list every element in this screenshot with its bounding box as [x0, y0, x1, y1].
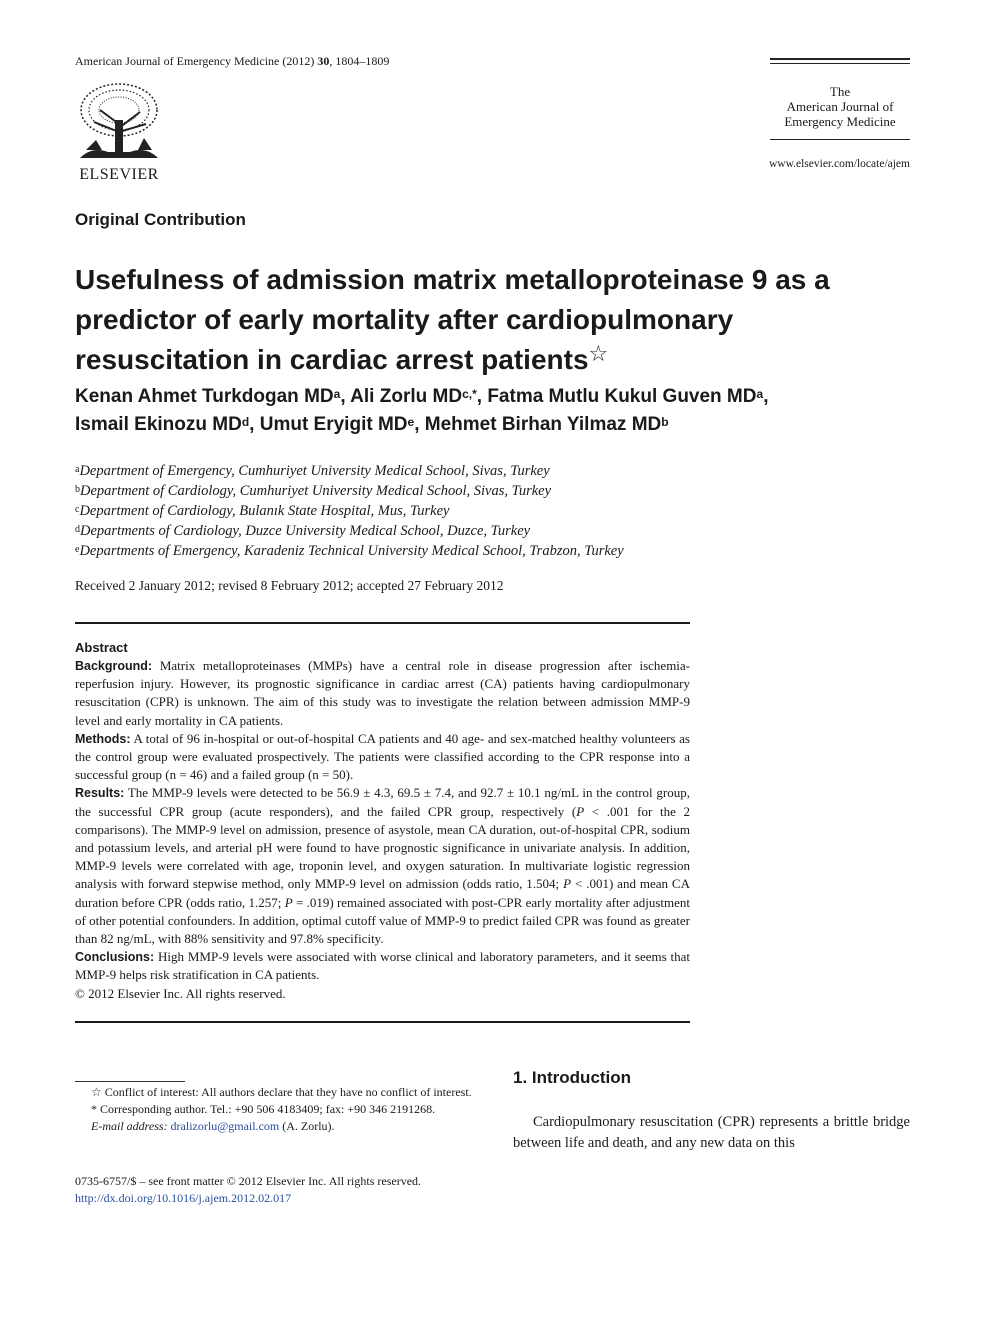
- divider: [75, 622, 690, 624]
- journal-logo-line: The: [829, 84, 851, 99]
- author-name: Fatma Mutlu Kukul Guven MD: [487, 386, 757, 407]
- doi-link[interactable]: http://dx.doi.org/10.1016/j.ajem.2012.02.017: [75, 1191, 292, 1205]
- author-name: Umut Eryigit MD: [259, 414, 408, 435]
- article-type: Original Contribution: [75, 210, 246, 229]
- author-affiliation-marker[interactable]: d: [241, 415, 250, 429]
- elsevier-tree-icon: [72, 80, 166, 164]
- affiliation: $^b$Department of Cardiology, Cumhuriyet University Medical School, Sivas, Turkey: [75, 483, 552, 499]
- author-list: Kenan Ahmet Turkdogan MD$^a$, Ali Zorlu MD$^{c,*}$, Fatma Mutlu Kukul Guven MD$^a$, Ismail Ekinozu MD$^d$, Umut Eryigit MDe, Mehmet Birhan Yilmaz MD$^b$: [75, 386, 769, 435]
- divider: [75, 1081, 185, 1082]
- author-affiliation-marker[interactable]: a: [756, 387, 764, 401]
- email-footnote: E-mail address: dralizorlu@gmail.com (A. Zorlu).: [91, 1119, 335, 1133]
- divider: [770, 58, 910, 60]
- footnotes: [75, 1084, 473, 1135]
- journal-url[interactable]: www.elsevier.com/locate/ajem: [768, 158, 910, 170]
- author-affiliation-marker[interactable]: b: [661, 415, 669, 429]
- section-heading: 1. Introduction: [513, 1068, 632, 1087]
- introduction-section: [513, 1068, 910, 1154]
- issn-line: 0735-6757/$ – see front matter © 2012 Elsevier Inc. All rights reserved.: [75, 1174, 422, 1188]
- author-affiliation-marker[interactable]: a: [333, 387, 341, 401]
- footnote-star-icon: ☆: [91, 1085, 102, 1099]
- author-affiliation-marker[interactable]: e: [407, 415, 415, 429]
- divider: [75, 1021, 690, 1023]
- journal-logo-line: American Journal of: [786, 99, 894, 114]
- section-paragraph: Cardiopulmonary resuscitation (CPR) represents a brittle bridge between life and death, and any new data on this: [513, 1114, 910, 1151]
- affiliation-list: [75, 461, 624, 561]
- abstract-methods: Methods: A total of 96 in-hospital or out-of-hospital CA patients and 40 age- and sex-matched healthy volunteers as the control group were evaluated prospectively. The patients were classified according to the CPR response into a successful group (n = 46) and a failed group (n = 50).: [75, 730, 690, 783]
- elsevier-logo: [72, 80, 166, 184]
- publisher-name: ELSEVIER: [79, 166, 159, 183]
- journal-logo: [770, 58, 910, 140]
- journal-logo-line: Emergency Medicine: [784, 114, 896, 129]
- conflict-footnote: ☆ Conflict of interest: All authors declare that they have no conflict of interest.: [91, 1085, 472, 1099]
- corresponding-footnote: * Corresponding author. Tel.: +90 506 4183409; fax: +90 346 2191268.: [91, 1102, 436, 1116]
- author-name: Ismail Ekinozu MD: [75, 414, 242, 435]
- abstract-background: Background: Matrix metalloproteinases (MMPs) have a central role in disease progression after ischemia-reperfusion injury. However, its prognostic significance in cardiac arrest (CA) patients having cardiopulmonary resuscitation (CPR) is unknown. The aim of this study was to investigate the relation between admission MMP-9 level and early mortality in CA patients.: [75, 658, 691, 728]
- article-title: Usefulness of admission matrix metalloproteinase 9 as a predictor of early mortality after cardiopulmonary resuscitation in cardiac arrest patients☆: [75, 264, 830, 375]
- author-name: Ali Zorlu MD: [350, 386, 463, 407]
- email-link[interactable]: dralizorlu@gmail.com: [170, 1119, 280, 1133]
- abstract-copyright: © 2012 Elsevier Inc. All rights reserved.: [75, 985, 286, 1001]
- front-matter: [75, 1173, 475, 1207]
- abstract-conclusions: Conclusions: High MMP-9 levels were associated with worse clinical and laboratory parameters, and it seems that MMP-9 helps risk stratification in CA patients.: [75, 949, 690, 983]
- abstract: [75, 622, 690, 1023]
- title-footnote-star-icon[interactable]: ☆: [588, 341, 609, 366]
- journal-pages: , 1804–1809: [329, 54, 390, 68]
- affiliation: $^e$Departments of Emergency, Karadeniz Technical University Medical School, Trabzon, Turkey: [75, 543, 624, 559]
- affiliation: $^d$Departments of Cardiology, Duzce University Medical School, Duzce, Turkey: [75, 523, 531, 539]
- divider: [770, 63, 910, 64]
- received-dates: Received 2 January 2012; revised 8 February 2012; accepted 27 February 2012: [75, 578, 504, 593]
- author-name: Mehmet Birhan Yilmaz MD: [424, 414, 662, 435]
- abstract-heading: Abstract: [75, 640, 128, 655]
- author-affiliation-marker[interactable]: c,*: [462, 387, 477, 401]
- affiliation: $^c$Department of Cardiology, Bulanık State Hospital, Mus, Turkey: [75, 503, 450, 519]
- journal-citation: American Journal of Emergency Medicine (2012) 30, 1804–1809: [75, 54, 390, 68]
- author-name: Kenan Ahmet Turkdogan MD: [75, 386, 334, 407]
- divider: [770, 139, 910, 140]
- journal-volume: 30: [317, 54, 330, 68]
- affiliation: $^a$Department of Emergency, Cumhuriyet University Medical School, Sivas, Turkey: [75, 463, 550, 479]
- abstract-results: Results: The MMP-9 levels were detected to be 56.9 ± 4.3, 69.5 ± 7.4, and 92.7 ± 10.1 ng/mL in the control group, the successful CPR group (acute responders), and the failed CPR group, respectively (P < .001 for the 2 comparisons). The MMP-9 level on admission, presence of asystole, mean CA duration, out-of-hospital CPR, sodium and potassium levels, and arterial pH were found to have prognostic significance in univariate analysis. In addition, MMP-9 levels were correlated with age, troponin level, and oxygen saturation. In multivariate logistic regression analysis with forward stepwise method, only MMP-9 level on admission (odds ratio, 1.504; P < .001) and mean CA duration before CPR (odds ratio, 1.257; P = .019) remained associated with post-CPR early mortality after adjustment of other potential confounders. In addition, optimal cutoff value of MMP-9 to predict failed CPR was found as greater than 82 ng/mL, with 88% sensitivity and 97.8% specificity.: [75, 785, 691, 947]
